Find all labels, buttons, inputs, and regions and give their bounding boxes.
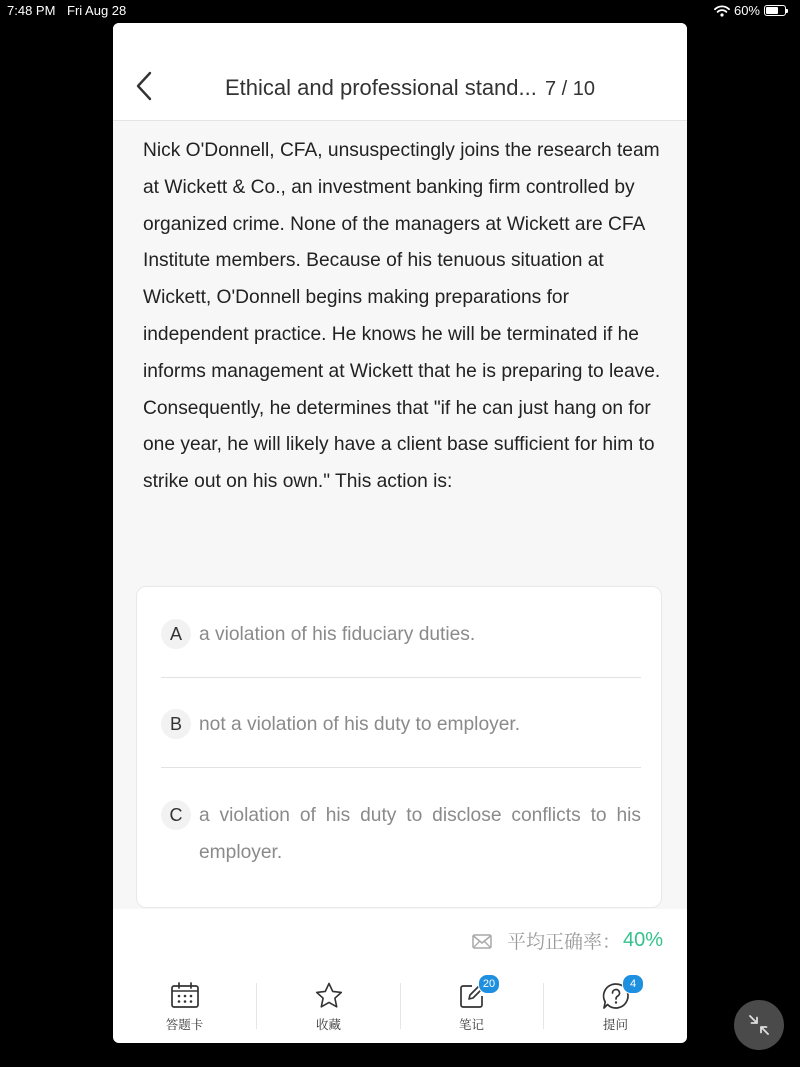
answer-card-button[interactable] — [113, 975, 256, 1043]
favorite-label: 收藏 — [315, 1018, 341, 1032]
title-text: Ethical and professional stand... — [225, 75, 537, 100]
header — [113, 23, 687, 121]
option-b[interactable] — [161, 709, 641, 768]
bottom-toolbar — [113, 975, 687, 1043]
ask-label: 提问 — [602, 1018, 628, 1032]
option-letter: A — [161, 619, 191, 649]
star-icon — [313, 980, 345, 1012]
chevron-left-icon[interactable] — [135, 71, 153, 101]
wifi-icon — [714, 5, 730, 17]
status-date: Fri Aug 28 — [67, 3, 127, 18]
status-right — [714, 3, 786, 18]
option-letter: C — [161, 800, 191, 830]
options-panel — [136, 586, 662, 908]
question-content — [113, 121, 687, 909]
option-letter: B — [161, 709, 191, 739]
accuracy-stats — [471, 927, 663, 954]
accuracy-value: 40% — [622, 929, 663, 951]
envelope-icon — [471, 930, 493, 952]
status-time: 7:48 PM — [7, 3, 56, 18]
page-title — [225, 75, 595, 101]
battery-icon — [764, 5, 786, 16]
collapse-arrows-icon — [747, 1013, 771, 1037]
option-c[interactable] — [161, 800, 641, 880]
notes-label: 笔记 — [458, 1018, 484, 1032]
answer-card-label: 答题卡 — [165, 1018, 204, 1032]
option-a[interactable] — [161, 619, 641, 678]
favorite-button[interactable] — [257, 975, 400, 1043]
notes-badge: 20 — [478, 974, 500, 994]
status-bar — [0, 0, 800, 22]
option-text: a violation of his duty to disclose conflicts to his employer. — [199, 805, 641, 863]
battery-percent: 60% — [733, 3, 760, 18]
question-card — [113, 23, 687, 1043]
accuracy-label: 平均正确率： — [506, 932, 621, 953]
option-text: not a violation of his duty to employer. — [199, 714, 521, 735]
ask-button[interactable] — [544, 975, 687, 1043]
collapse-button[interactable] — [734, 1000, 784, 1050]
option-text: a violation of his ﬁduciary duties. — [199, 624, 476, 645]
question-progress: 7 / 10 — [544, 78, 596, 100]
calendar-grid-icon — [169, 980, 201, 1012]
notes-button[interactable] — [400, 975, 543, 1043]
ask-badge: 4 — [622, 974, 644, 994]
question-text: Nick O'Donnell, CFA, unsuspectingly joins the research team at Wickett & Co., an investment banking firm controlled by organized crime. None of the managers at Wickett are CFA Institute members. Because of his tenuous situation at Wickett, O'Donnell begins making preparations for independent practice. He knows he will be terminated if he informs management at Wickett that he is preparing to leave. Consequently, he determines that "if he can just hang on for one year, he will likely have a client base sufficient for him to strike out on his own." This action is: — [143, 140, 661, 493]
